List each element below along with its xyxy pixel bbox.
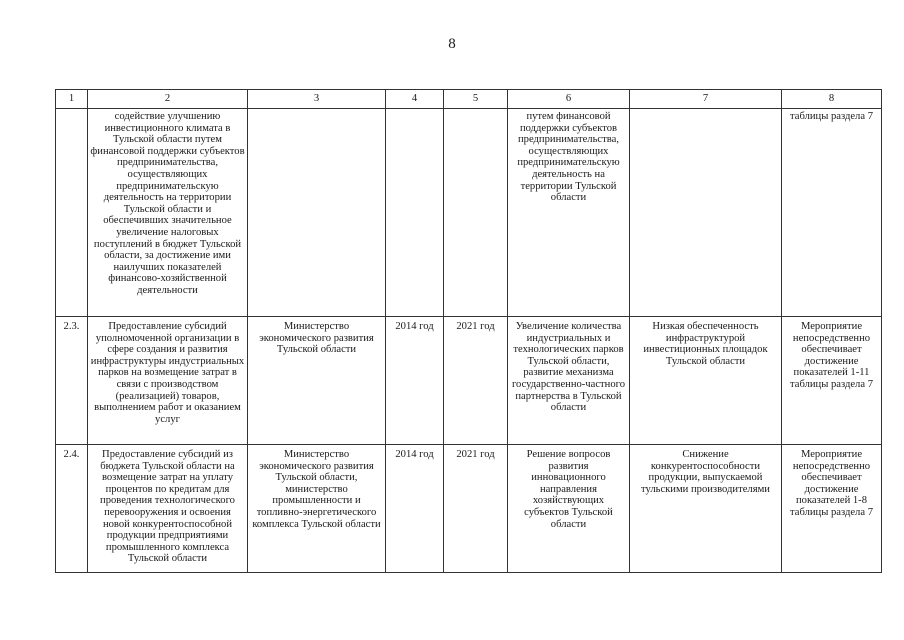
result-cell: Увеличение количества индустриальных и технологических парков Тульской области, развитие механизма государственно-частного партнерства в Тульской области — [508, 317, 630, 445]
row-number: 2.3. — [56, 317, 88, 445]
end-cell: 2021 год — [444, 445, 508, 573]
start-cell: 2014 год — [386, 317, 444, 445]
link-cell: Мероприятие непосредственно обеспечивает достижение показателей 1-11 таблицы раздела 7 — [782, 317, 882, 445]
start-cell — [386, 109, 444, 317]
col-header-1: 1 — [56, 90, 88, 109]
page-number: 8 — [448, 36, 456, 52]
measure-cell: Предоставление субсидий уполномоченной организации в сфере создания и развития инфраструктуры индустриальных парков на возмещение затрат в связи с производством (реализацией) товаров, выполнением работ и оказанием услуг — [88, 317, 248, 445]
row-number: 2.4. — [56, 445, 88, 573]
col-header-6: 6 — [508, 90, 630, 109]
result-cell: путем финансовой поддержки субъектов предпринимательства, осуществляющих предпринимательскую деятельность на территории Тульской области — [508, 109, 630, 317]
col-header-7: 7 — [630, 90, 782, 109]
executor-cell: Министерство экономического развития Тульской области, министерство промышленности и топливно-энергетического комплекса Тульской области — [248, 445, 386, 573]
executor-cell: Министерство экономического развития Тульской области — [248, 317, 386, 445]
end-cell — [444, 109, 508, 317]
link-cell: таблицы раздела 7 — [782, 109, 882, 317]
table-row — [56, 317, 882, 445]
table-row — [56, 445, 882, 573]
col-header-3: 3 — [248, 90, 386, 109]
consequence-cell — [630, 109, 782, 317]
col-header-8: 8 — [782, 90, 882, 109]
consequence-cell: Низкая обеспеченность инфраструктурой инвестиционных площадок Тульской области — [630, 317, 782, 445]
col-header-4: 4 — [386, 90, 444, 109]
header-row — [56, 90, 882, 109]
consequence-cell: Снижение конкурентоспособности продукции, выпускаемой тульскими производителями — [630, 445, 782, 573]
col-header-5: 5 — [444, 90, 508, 109]
col-header-2: 2 — [88, 90, 248, 109]
result-cell: Решение вопросов развития инновационного направления хозяйствующих субъектов Тульской области — [508, 445, 630, 573]
measure-cell: Предоставление субсидий из бюджета Тульской области на возмещение затрат на уплату процентов по кредитам для проведения технологического перевооружения и освоения новой конкурентоспособной продукции предприятиями промышленного комплекса Тульской области — [88, 445, 248, 573]
executor-cell — [248, 109, 386, 317]
link-cell: Мероприятие непосредственно обеспечивает достижение показателей 1-8 таблицы раздела 7 — [782, 445, 882, 573]
measure-cell: содействие улучшению инвестиционного климата в Тульской области путем финансовой поддержки субъектов предпринимательства, осуществляющих предпринимательскую деятельность на территории Тульской области и обеспечивших значительное увеличение налоговых поступлений в бюджет Тульской области, за достижение ими наилучших показателей финансово-хозяйственной деятельности — [88, 109, 248, 317]
end-cell: 2021 год — [444, 317, 508, 445]
start-cell: 2014 год — [386, 445, 444, 573]
measures-table — [55, 89, 882, 573]
table-row — [56, 109, 882, 317]
row-number — [56, 109, 88, 317]
